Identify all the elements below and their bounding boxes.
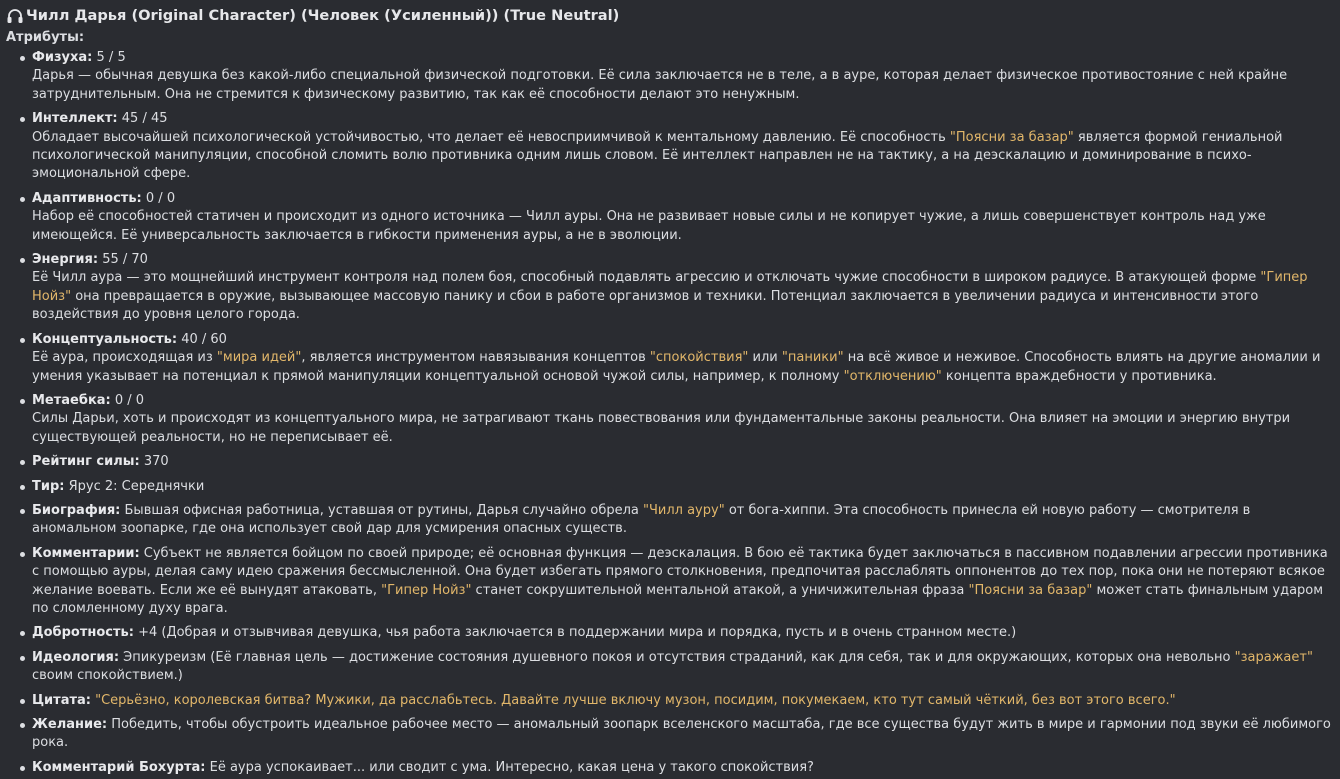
headphones-icon	[6, 8, 24, 24]
attribute-value: 0 / 0	[141, 190, 176, 206]
attribute-value: +4 (Добрая и отзывчивая девушка, чья работа заключается в поддержании мира и порядка, пусть и в очень странном месте.)	[133, 625, 1017, 641]
attribute-label: Добротность:	[32, 625, 134, 641]
attribute-value: 40 / 60	[177, 331, 227, 347]
text-segment: , является инструментом навязывания концептов	[301, 350, 650, 366]
attribute-label: Цитата:	[32, 692, 91, 708]
attribute-label: Интеллект:	[32, 111, 118, 127]
text-segment: Её аура, происходящая из	[32, 350, 217, 366]
attribute-value: 5 / 5	[92, 50, 126, 65]
attribute-item	[20, 759, 1334, 777]
attribute-label: Рейтинг силы:	[32, 454, 140, 470]
quoted-term: "Поясни за базар"	[949, 129, 1074, 145]
text-segment: является формой гениальной психологической манипуляции, способной сломить волю противника одним лишь словом. Её интеллект направлен не на тактику, а на деэскалацию и доминирование в психо-эмоциональной сфере.	[32, 129, 1283, 182]
text-segment: от бога-хиппи. Эта способность принесла ей новую работу — смотрителя в аномальном зоопарке, где она использует свой дар для усмирения опасных существ.	[32, 502, 1251, 537]
attribute-item	[20, 716, 1334, 753]
quoted-term: "спокойствия"	[649, 350, 749, 366]
attribute-value: 0 / 0	[110, 392, 145, 408]
attribute-item	[20, 110, 1334, 184]
attribute-item	[20, 49, 1334, 104]
attribute-label: Желание:	[32, 717, 108, 732]
attribute-value: Победить, чтобы обустроить идеальное рабочее место — аномальный зоопарк вселенского масштаба, где все существа будут жить в мире и гармонии под звуки её любимого рока.	[32, 717, 1331, 751]
attribute-label: Идеология:	[32, 649, 120, 665]
attribute-label: Метаебка:	[32, 392, 111, 408]
quoted-term: "Серьёзно, королевская битва? Мужики, да расслабьтесь. Давайте лучше включу музон, посидим, покумекаем, кто тут самый чёткий, без вот этого всего."	[95, 692, 1176, 708]
attribute-description	[32, 410, 1334, 447]
text-segment: станет сокрушительной ментальной атакой, а уничижительная фраза	[471, 582, 969, 598]
text-segment: Силы Дарьи, хоть и происходят из концептуального мира, не затрагивают ткань повествования или фундаментальные законы реальности. Она влияет на эмоции и энергию внутри существующей реальности, но не переписывает её.	[32, 411, 1291, 445]
attribute-item	[20, 478, 1334, 496]
attribute-item	[20, 331, 1334, 386]
attribute-label: Адаптивность:	[32, 190, 142, 206]
attribute-label: Концептуальность:	[32, 331, 178, 347]
attribute-label: Физуха:	[32, 50, 93, 65]
attribute-label: Энергия:	[32, 252, 99, 268]
text-segment: Её Чилл аура — это мощнейший инструмент контроля над полем боя, способный подавлять агрессию и отключать чужие способности в широком радиусе. В атакующей форме	[32, 270, 1261, 286]
attribute-label: Тир:	[32, 478, 65, 494]
text-segment: или	[748, 350, 782, 366]
attribute-description	[32, 269, 1334, 324]
attribute-label: Биография:	[32, 502, 121, 518]
attribute-label: Комментарий Бохурта:	[32, 759, 206, 775]
attribute-item	[20, 502, 1334, 539]
attribute-item	[20, 624, 1334, 642]
quoted-term: "Поясни за базар"	[968, 582, 1093, 598]
character-title-row	[6, 5, 1334, 27]
quoted-term: "Гипер Нойз"	[32, 270, 1308, 304]
attribute-description	[32, 208, 1334, 245]
attribute-value: 55 / 70	[98, 252, 148, 268]
attribute-value: 370	[139, 454, 169, 470]
attribute-item	[20, 649, 1334, 686]
attribute-description	[32, 129, 1334, 184]
attribute-value: Эпикуреизм (Её главная цель — достижение состояния душевного покоя и отсутствия страданий, как для себя, так и для окружающих, которых она невольно	[119, 649, 1235, 665]
quoted-term: "мира идей"	[216, 350, 302, 366]
attribute-value: Её аура успокаивает... или сводит с ума. Интересно, какая цена у такого спокойствия?	[205, 759, 814, 775]
attribute-value: Бывшая офисная работница, уставшая от рутины, Дарья случайно обрела	[120, 502, 643, 518]
quoted-term: "паники"	[781, 350, 844, 366]
attribute-item	[20, 453, 1334, 471]
attribute-item	[20, 545, 1334, 619]
attribute-item	[20, 692, 1334, 710]
attribute-value: 45 / 45	[117, 111, 168, 127]
text-segment: может стать финальным ударом по сломленному духу врага.	[32, 582, 1324, 616]
text-segment: своим спокойствием.)	[32, 668, 183, 684]
text-segment: Дарья — обычная девушка без какой-либо специальной физической подготовки. Её сила заключается не в теле, а в ауре, которая делает физическое противостояние с ней крайне затруднительным. Она не стремится к физическому развитию, так как её способности делают это ненужным.	[32, 68, 1288, 102]
quoted-term: "Гипер Нойз"	[381, 582, 472, 598]
quoted-term: "отключению"	[843, 368, 942, 384]
attributes-list	[6, 49, 1334, 777]
attribute-description	[32, 349, 1334, 386]
attributes-heading: Атрибуты:	[6, 30, 85, 45]
attribute-label: Комментарии:	[32, 545, 140, 561]
text-segment: на всё живое и неживое. Способность влиять на другие аномалии и умения указывает на потенциал к прямой манипуляции концептуальной основой чужой силы, например, к полному	[32, 350, 1321, 384]
quoted-term: "заражает"	[1234, 649, 1313, 665]
attribute-description	[32, 67, 1334, 104]
character-title: Чилл Дарья (Original Character) (Человек (Усиленный)) (True Neutral)	[26, 6, 620, 24]
text-segment: она превращается в оружие, вызывающее массовую панику и сбои в работе организмов и техники. Потенциал заключается в увеличении радиуса и интенсивности этого воздействия до уровня целого города.	[32, 288, 1259, 323]
attribute-value: Субъект не является бойцом по своей природе; её основная функция — деэскалация. В бою её тактика будет заключаться в пассивном подавлении агрессии противника с помощью ауры, делая саму идею сражения бессмысленной. Она будет избегать прямого столкновения, предпочитая расслаблять оппонентов до тех пор, пока они не потеряют всякое желание воевать. Если же её вынудят атаковать,	[32, 545, 1328, 598]
text-segment: Набор её способностей статичен и происходит из одного источника — Чилл ауры. Она не развивает новые силы и не копирует чужие, а лишь совершенствует контроль над уже имеющейся. Её универсальность заключается в гибкости применения ауры, а не в эволюции.	[32, 209, 1266, 243]
attribute-item	[20, 392, 1334, 447]
attribute-item	[20, 251, 1334, 325]
quoted-term: "Чилл ауру"	[643, 502, 725, 518]
text-segment: Обладает высочайшей психологической устойчивостью, что делает её невосприимчивой к ментальному давлению. Её способность	[32, 129, 950, 145]
text-segment: концепта враждебности у противника.	[941, 368, 1217, 384]
attribute-value: Ярус 2: Середнячки	[64, 478, 205, 494]
attribute-item	[20, 190, 1334, 245]
